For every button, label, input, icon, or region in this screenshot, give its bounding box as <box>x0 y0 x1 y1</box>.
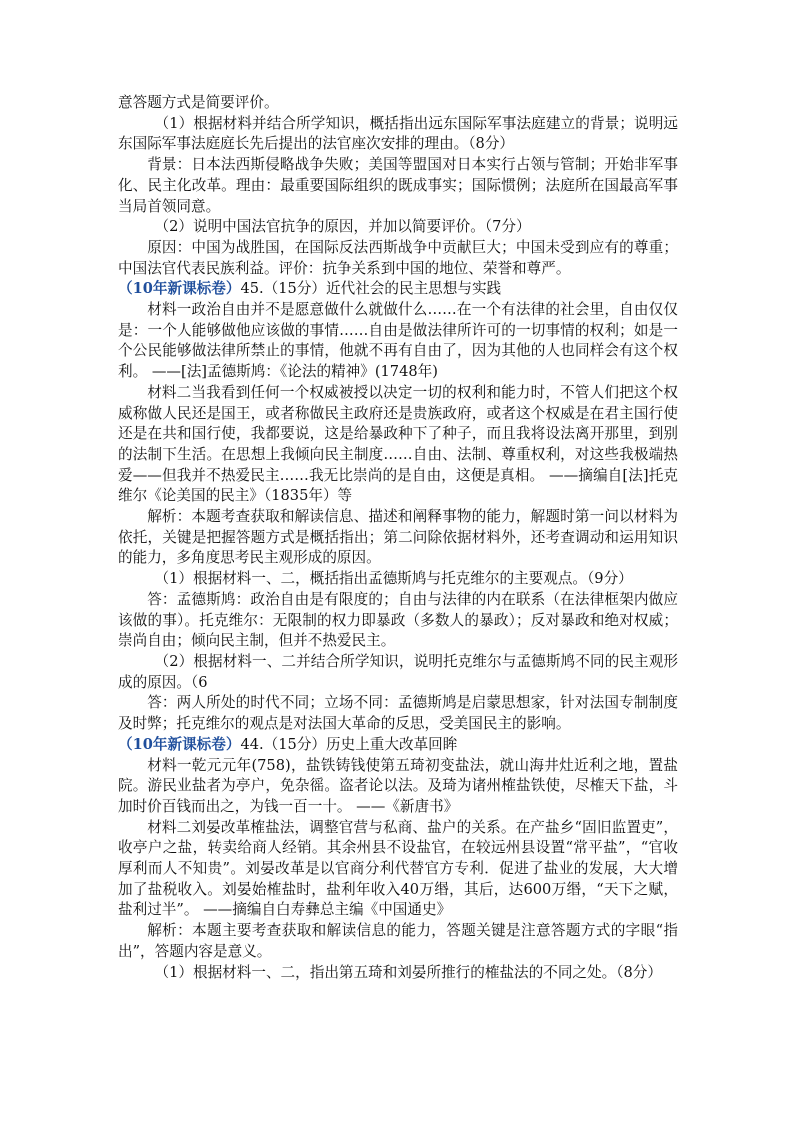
document-page <box>118 93 678 983</box>
answer-45-2: 答：两人所处的时代不同；立场不同：孟德斯鸠是启蒙思想家，针对法国专制制度及时弊；托克维尔的观点是对法国大革命的反思，受美国民主的影响。 <box>118 694 678 733</box>
paragraph-answer-method: 意答题方式是简要评价。 <box>118 94 279 111</box>
question-2-protest: （2）说明中国法官抗争的原因，并加以简要评价。（7分） <box>154 218 531 236</box>
section-heading-45 <box>118 279 678 300</box>
question-44-1: （1）根据材料一、二，指出第五琦和刘晏所推行的榷盐法的不同之处。（8分） <box>154 963 662 981</box>
exam-source-tag: （10年新课标卷） <box>118 280 241 298</box>
answer-45-1: 答：孟德斯鸠：政治自由是有限度的；自由与法律的内在联系（在法律框架内做应该做的事）。托克维尔：无限制的权力即暴政（多数人的暴政）；反对暴政和绝对权威；崇尚自由；倾向民主制，但并不热爱民主。 <box>118 590 678 650</box>
question-45-2: （2）根据材料一、二并结合所学知识，说明托克维尔与孟德斯鸠不同的民主观形成的原因。（6 <box>118 652 678 691</box>
answer-2-protest: 原因：中国为战胜国，在国际反法西斯战争中贡献巨大；中国未受到应有的尊重；中国法官代表民族利益。评价：抗争关系到中国的地位、荣誉和尊严。 <box>118 238 678 277</box>
question-1-background: （1）根据材料并结合所学知识，概括指出远东国际军事法庭建立的背景；说明远东国际军事法庭庭长先后提出的法官座次安排的理由。（8分） <box>118 114 678 153</box>
answer-1-background: 背景：日本法西斯侵略战争失败；美国等盟国对日本实行占领与管制；开始非军事化、民主化改革。理由：最重要国际组织的既成事实；国际惯例；法庭所在国最高军事当局首领同意。 <box>118 156 678 215</box>
material-2-liuyan-reform: 材料二刘晏改革榷盐法，调整官营与私商、盐户的关系。在产盐乡“固旧监置吏”，收亭户之盐，转卖给商人经销。其余州县不设盐官，在较远州县设置“常平盐”，“官收厚利而人不知贵”。刘晏改革是以官商分利代替官方专利．促进了盐业的发展，大大增加了盐税收入。刘晏始榷盐时，盐利年收入40万缗，其后，达600万缗，“天下之赋，盐利过半”。 ——摘编自白寿彝总主编《中国通史》 <box>118 818 678 919</box>
section-title: 45.（15分）近代社会的民主思想与实践 <box>240 280 502 298</box>
analysis-44: 解析：本题主要考查获取和解读信息的能力，答题关键是注意答题方式的字眼“指出”，答题内容是意义。 <box>118 922 678 960</box>
section-title: 44.（15分）历史上重大改革回眸 <box>240 735 458 753</box>
section-heading-44 <box>118 735 678 756</box>
material-2-tocqueville: 材料二当我看到任何一个权威被授以决定一切的权利和能力时，不管人们把这个权威称做人民还是国王，或者称做民主政府还是贵族政府，或者这个权威是在君主国行使还是在共和国行使，我都要说，这是给暴政种下了种子，而且我将设法离开那里，到别的法制下生活。在思想上我倾向民主制度……自由、法制、尊重权利，对这些我极端热爱——但我并不热爱民主……我无比崇尚的是自由，这便是真相。 ——摘编自[法]托克维尔《论美国的民主》（1835年）等 <box>118 383 678 505</box>
exam-source-tag: （10年新课标卷） <box>118 735 241 753</box>
material-1-salt-law: 材料一乾元元年(758)，盐铁铸钱使第五琦初变盐法，就山海井灶近利之地，置盐院。游民业盐者为亭户，免杂徭。盗者论以法。及琦为诸州榷盐铁使，尽榷天下盐，斗加时价百钱而出之，为钱一百一十。 ——《新唐书》 <box>118 756 678 815</box>
analysis-45: 解析：本题考查获取和解读信息、描述和阐释事物的能力，解题时第一问以材料为依托，关键是把握答题方式是概括指出；第二问除依据材料外，还考查调动和运用知识的能力，多角度思考民主观形成的原因。 <box>118 508 678 567</box>
question-45-1: （1）根据材料一、二，概括指出孟德斯鸠与托克维尔的主要观点。（9分） <box>154 570 633 588</box>
material-1-montesquieu: 材料一政治自由并不是愿意做什么就做什么……在一个有法律的社会里，自由仅仅是：一个人能够做他应该做的事情……自由是做法律所许可的一切事情的权利；如是一个公民能够做法律所禁止的事情，他就不再有自由了，因为其他的人也同样会有这个权利。 ——[法]孟德斯鸠：《论法的精神》(1748年) <box>118 301 678 381</box>
